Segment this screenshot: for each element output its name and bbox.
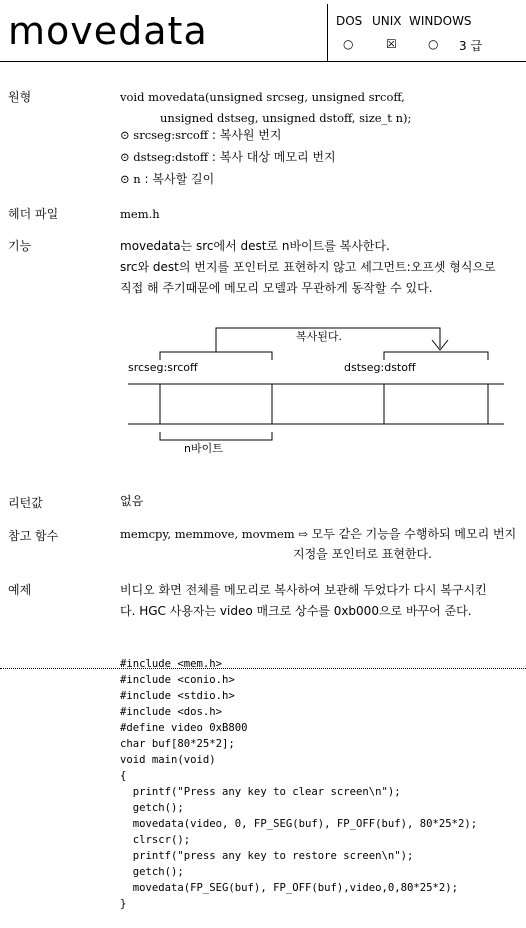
reference-line-1 — [120, 526, 516, 542]
code-line: printf("press any key to restore screen\n"); — [120, 850, 414, 862]
code-line: #define video 0xB800 — [120, 722, 248, 734]
param-name: n — [133, 172, 141, 186]
param-desc: : 복사원 번지 — [208, 128, 282, 142]
platform-box — [327, 4, 525, 62]
header-divider — [0, 61, 526, 62]
platform-dos: DOS — [336, 14, 363, 28]
memory-diagram — [0, 320, 526, 460]
n-bytes-label: n바이트 — [184, 442, 223, 455]
code-line: movedata(FP_SEG(buf), FP_OFF(buf),video,0,80*25*2); — [120, 882, 459, 894]
code-line: #include <conio.h> — [120, 674, 235, 686]
function-line-2: src와 dest의 번지를 포인터로 표현하지 않고 세그먼트:오프셋 형식으로 — [120, 260, 496, 274]
function-label: 기능 — [8, 239, 32, 253]
copy-label: 복사된다. — [296, 330, 343, 343]
page-title: movedata — [8, 9, 208, 53]
dst-label: dstseg:dstoff — [344, 361, 416, 374]
code-line: clrscr(); — [120, 834, 191, 846]
param-n — [120, 171, 214, 187]
param-dstseg — [120, 149, 336, 165]
windows-support-icon: ○ — [428, 37, 439, 51]
reference-desc-1: 모두 같은 기능을 수행하되 메모리 번지 — [311, 527, 517, 541]
example-desc-1: 비디오 화면 전체를 메모리로 복사하여 보관해 두었다가 다시 복구시킨 — [120, 583, 487, 597]
reference-desc-2: 지정을 포인터로 표현한다. — [293, 547, 432, 561]
function-line-3: 직접 해 주기때문에 메모리 모델과 무관하게 동작할 수 있다. — [120, 281, 433, 295]
code-line: getch(); — [120, 866, 184, 878]
bullet-icon: ⊙ — [120, 150, 130, 164]
bullet-icon: ⊙ — [120, 128, 130, 142]
function-line-1: movedata는 src에서 dest로 n바이트를 복사한다. — [120, 239, 390, 253]
reference-label: 참고 함수 — [8, 529, 59, 543]
n-bytes-bracket — [160, 432, 272, 440]
code-line: #include <mem.h> — [120, 658, 223, 670]
platform-windows: WINDOWS — [409, 14, 472, 28]
platform-unix: UNIX — [372, 14, 402, 28]
arrow-right-icon: ⇨ — [298, 527, 308, 541]
src-label: srcseg:srcoff — [128, 361, 198, 374]
level-badge: 3 급 — [459, 39, 483, 53]
example-desc-2: 다. HGC 사용자는 video 매크로 상수를 0xb000으로 바꾸어 준다. — [120, 604, 472, 618]
header-file-value: mem.h — [120, 207, 160, 221]
return-label: 리턴값 — [8, 496, 43, 510]
prototype-line-1: void movedata(unsigned srcseg, unsigned srcoff, — [120, 90, 405, 104]
header-file-label: 헤더 파일 — [8, 207, 59, 221]
code-line: getch(); — [120, 802, 184, 814]
code-line: void main(void) — [120, 754, 216, 766]
param-desc: : 복사 대상 메모리 번지 — [208, 150, 336, 164]
param-srcseg — [120, 127, 281, 143]
param-desc: : 복사할 길이 — [140, 172, 215, 186]
code-line: printf("Press any key to clear screen\n"); — [120, 786, 401, 798]
code-line: movedata(video, 0, FP_SEG(buf), FP_OFF(buf), 80*25*2); — [120, 818, 478, 830]
src-bracket — [160, 352, 272, 360]
code-line: char buf[80*25*2]; — [120, 738, 235, 750]
prototype-line-2: unsigned dstseg, unsigned dstoff, size_t n); — [160, 111, 412, 125]
bullet-icon: ⊙ — [120, 172, 130, 186]
prototype-label: 원형 — [8, 90, 32, 104]
code-line: #include <dos.h> — [120, 706, 223, 718]
param-name: dstseg:dstoff — [133, 150, 209, 164]
code-block — [120, 640, 477, 928]
reference-funcs: memcpy, memmove, movmem — [120, 527, 295, 541]
code-line: } — [120, 898, 127, 910]
dst-bracket — [384, 352, 488, 360]
return-value: 없음 — [120, 494, 144, 508]
unix-support-icon: ☒ — [386, 37, 397, 51]
param-name: srcseg:srcoff — [133, 128, 209, 142]
code-line: #include <stdio.h> — [120, 690, 235, 702]
code-line: { — [120, 770, 127, 782]
dos-support-icon: ○ — [343, 37, 354, 51]
example-label: 예제 — [8, 583, 32, 597]
